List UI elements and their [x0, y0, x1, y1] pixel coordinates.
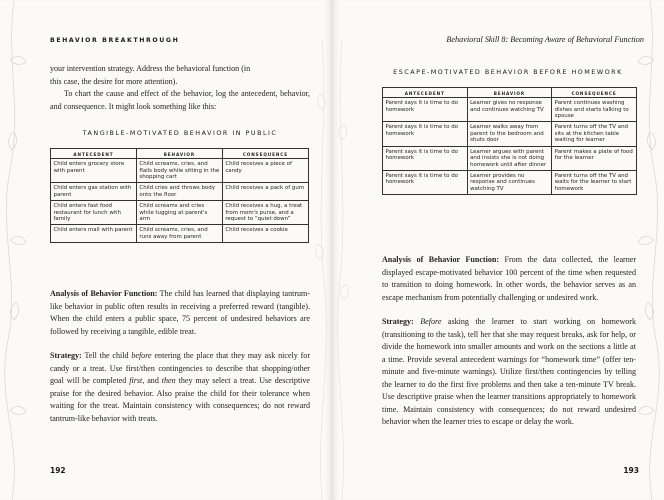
table-cell: Parent turns off the TV and sits at the kitchen table waiting for learner: [552, 122, 637, 146]
table-cell: Child receives a pack of gum: [222, 183, 308, 201]
table-cell: Child screams and cries while tugging at parent's arm: [136, 200, 222, 224]
table-cell: Child enters fast food restaurant for lunch with family: [51, 200, 137, 224]
intro-line: this case, the desire for more attention).: [50, 76, 178, 86]
right-page: [332, 0, 664, 500]
table-cell: Child screams, cries, and flails body while sitting in the shopping cart: [136, 159, 222, 183]
table-row: [383, 122, 637, 146]
table-row: [51, 225, 309, 243]
table-header-row: [51, 149, 309, 159]
table-cell: Parent says it is time to do homework: [383, 122, 468, 146]
floral-border-left-icon: [0, 0, 34, 500]
running-head-left: BEHAVIOR BREAKTHROUGH: [50, 37, 180, 44]
analysis-paragraph: [50, 288, 310, 338]
analysis-label: Analysis of Behavior Function:: [382, 255, 499, 264]
table-cell: Child enters gas station with parent: [51, 183, 137, 201]
strategy-label: Strategy:: [382, 317, 414, 326]
strategy-paragraph: [382, 316, 636, 429]
analysis-text: From the data collected, the learner displayed escape-motivated behavior 100 percent of the time when requested to transition to doing homework. In other words, the behavior serves as an escape mechanism from potentially challenging or undesired work.: [382, 255, 637, 302]
behavior-table-right: [382, 87, 637, 195]
column-header-consequence: CONSEQUENCE: [552, 88, 637, 98]
table-title-left: TANGIBLE-MOTIVATED BEHAVIOR IN PUBLIC: [82, 129, 278, 137]
table-row: [383, 146, 637, 170]
page-number-left: 192: [50, 466, 66, 475]
table-cell: Child enters mall with parent: [51, 225, 137, 243]
page-number-right: 193: [623, 466, 639, 475]
table-cell: Parent makes a plate of food for the learner: [552, 146, 637, 170]
column-header-antecedent: ANTECEDENT: [51, 149, 137, 159]
table-cell: Parent says it is time to do homework: [383, 98, 468, 122]
strategy-label: Strategy:: [50, 351, 82, 360]
table-row: [383, 98, 637, 122]
table-cell: Child cries and throws body onto the floor: [136, 183, 222, 201]
column-header-behavior: BEHAVIOR: [136, 149, 222, 159]
table-row: [51, 183, 309, 201]
column-header-behavior: BEHAVIOR: [467, 88, 552, 98]
intro-line: your intervention strategy. Address the behavioral function (in: [50, 64, 251, 73]
table-title-right: ESCAPE-MOTIVATED BEHAVIOR BEFORE HOMEWORK: [393, 68, 623, 76]
column-header-consequence: CONSEQUENCE: [222, 149, 308, 159]
table-cell: Child receives a cookie: [222, 225, 308, 243]
table-cell: Child receives a hug, a treat from mom's purse, and a request to “quiet down”: [222, 200, 308, 224]
strategy-emphasis: then: [161, 376, 176, 385]
table-cell: Parent continues washing dishes and starts talking to spouse: [552, 98, 637, 122]
strategy-text: Tell the child: [84, 351, 129, 360]
strategy-text: they may select a treat. Use descriptive praise for the desired behavior. Also praise the child for their tolerance when waiting for the treat. Maintain consistency with consequences; do not reward tantrum-like behavior with treats.: [50, 376, 311, 423]
table-row: [51, 159, 309, 183]
running-head-right: Behavioral Skill 8: Becoming Aware of Behavioral Function: [446, 35, 644, 44]
table-cell: Learner gives no response and continues watching TV: [467, 98, 552, 122]
intro-paragraph: To chart the cause and effect of the behavior, log the antecedent, behavior, and consequence. It might look something like this:: [50, 89, 310, 111]
table-header-row: [383, 88, 637, 98]
analysis-text: The child has learned that displaying tantrum-like behavior in public often results in receiving a preferred reward (tangible). When the child enters a public space, 75 percent of undesired behaviors are followed by receiving a tangible, edible treat.: [50, 289, 310, 336]
strategy-emphasis: first,: [129, 376, 145, 385]
strategy-text: asking the learner to start working on homework (transitioning to the task), tell her that she may request breaks, ask for help, or divide the homework into smaller amounts and work on the sections a little at a time. Provide several antecedent warnings for “homework time” (offer ten-minute and five-minute warnings). Utilize first/then contingencies by telling the learner to do the first five problems and then take a ten-minute TV break. Use descriptive praise when the learner transitions appropriately to homework time. Maintain consistency with consequences; do not reward undesired behavior when the learner tries to escape or delay the work.: [382, 317, 637, 426]
table-row: [51, 200, 309, 224]
strategy-text: and: [147, 376, 159, 385]
strategy-emphasis: before: [131, 351, 152, 360]
table-cell: Child receives a piece of candy: [222, 159, 308, 183]
column-header-antecedent: ANTECEDENT: [383, 88, 468, 98]
analysis-label: Analysis of Behavior Function:: [50, 289, 158, 298]
table-cell: Child screams, cries, and runs away from parent: [136, 225, 222, 243]
table-cell: Learner argues with parent and insists she is not doing homework until after dinner: [467, 146, 552, 170]
behavior-table-left: [50, 148, 309, 243]
floral-border-gutter-right-icon: [332, 0, 366, 500]
analysis-paragraph: [382, 254, 636, 304]
table-cell: Child enters grocery store with parent: [51, 159, 137, 183]
right-body-analysis: [382, 254, 636, 429]
table-row: [383, 170, 637, 194]
strategy-paragraph: [50, 350, 310, 425]
table-cell: Learner walks away from parent to the bedroom and shuts door: [467, 122, 552, 146]
table-cell: Parent turns off the TV and waits for the learner to start homework: [552, 170, 637, 194]
strategy-emphasis: Before: [420, 317, 442, 326]
table-cell: Parent says it is time to do homework: [383, 170, 468, 194]
table-cell: Parent says it is time to do homework: [383, 146, 468, 170]
strategy-text: entering the place that they may ask nicely for candy or a treat. Use first/then contingencies to describe that shopping/other goal will be completed: [50, 351, 311, 385]
left-body-intro: [50, 63, 310, 113]
table-cell: Learner provides no response and continues watching TV: [467, 170, 552, 194]
left-body-analysis: [50, 288, 310, 425]
